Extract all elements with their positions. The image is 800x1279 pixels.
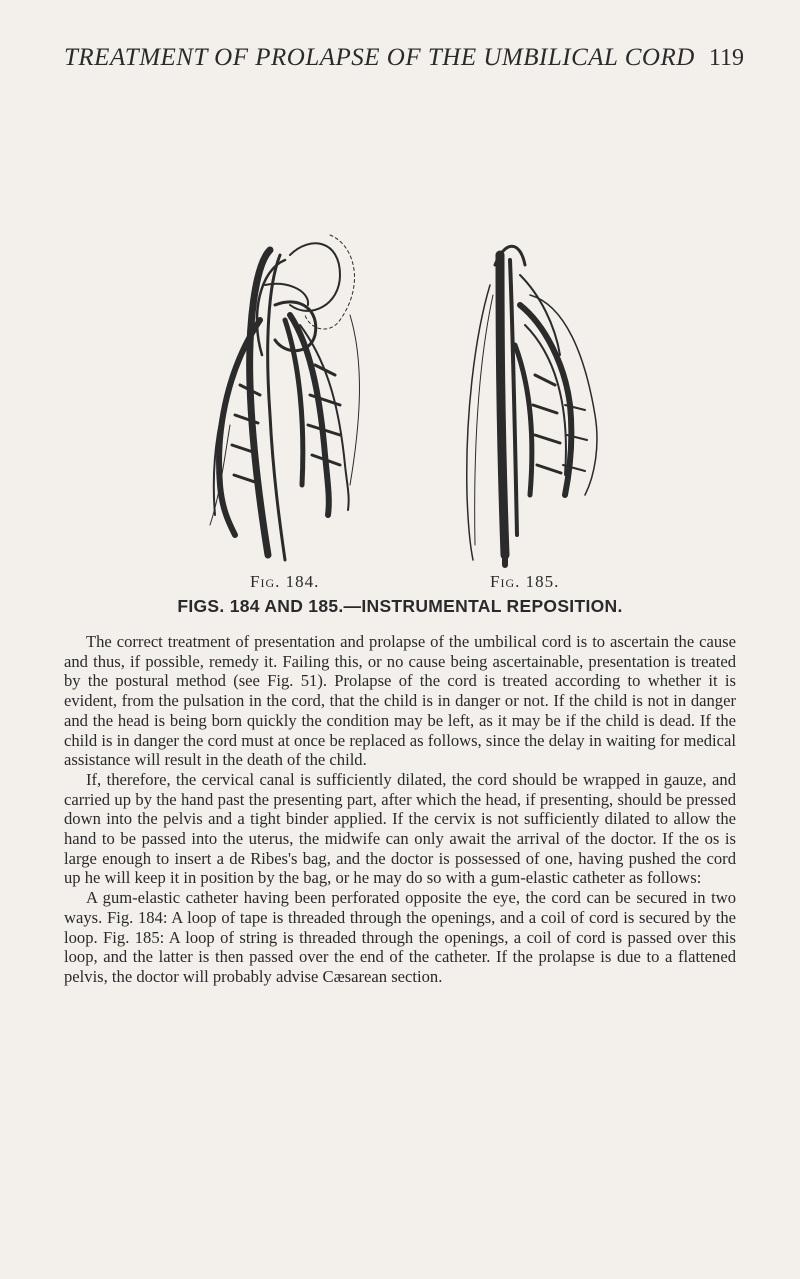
figure-group [160,225,640,591]
page-number: 119 [708,45,744,71]
figure-185-label: Fig. 185. [490,572,560,591]
running-title: TREATMENT OF PROLAPSE OF THE UMBILICAL CORD [64,44,695,71]
body-text [64,632,736,987]
paragraph: If, therefore, the cervical canal is sufficiently dilated, the cord should be wrapped in gauze, and carried up by the hand past the presenting part, after which the head, if presenting, should be pressed down into the pelvis and a tight binder applied. If the cervix is not sufficiently dilated to allow the hand to be passed into the uterus, the midwife can only await the arrival of the doctor. If the os is large enough to insert a de Ribes's bag, and the doctor is possessed of one, having pushed the cord up he will keep it in position by the bag, or he may do so with a gum-elastic catheter as follows: [64,769,736,888]
paragraph: The correct treatment of presentation and prolapse of the umbilical cord is to ascertain the cause and thus, if possible, remedy it. Failing this, or no cause being ascertainable, presentation is treated by the postural method (see Fig. 51). Prolapse of the cord is treated according to whether it is evident, from the pulsation in the cord, that the child is in danger or not. If the child is not in danger and the head is being born quickly the condition may be left, as it may be if the child is dead. If the child is in danger the cord must at once be replaced as follows, since the delay in waiting for medical assistance will result in the death of the child. [64,632,736,770]
figure-184-label: Fig. 184. [250,572,320,591]
figure-caption: FIGS. 184 AND 185.—INSTRUMENTAL REPOSITION. [177,596,623,616]
paragraph: A gum-elastic catheter having been perforated opposite the eye, the cord can be secured in two ways. Fig. 184: A loop of tape is threaded through the openings, and a coil of cord is secured by the loop. Fig. 185: A loop of string is threaded through the openings, a coil of cord is passed over this loop, and the latter is then passed over the end of the catheter. If the prolapse is due to a flattened pelvis, the doctor will probably advise Cæsarean section. [64,888,736,986]
running-header [64,44,744,72]
figure-185-illustration [445,235,615,591]
figure-184-illustration [190,225,380,591]
